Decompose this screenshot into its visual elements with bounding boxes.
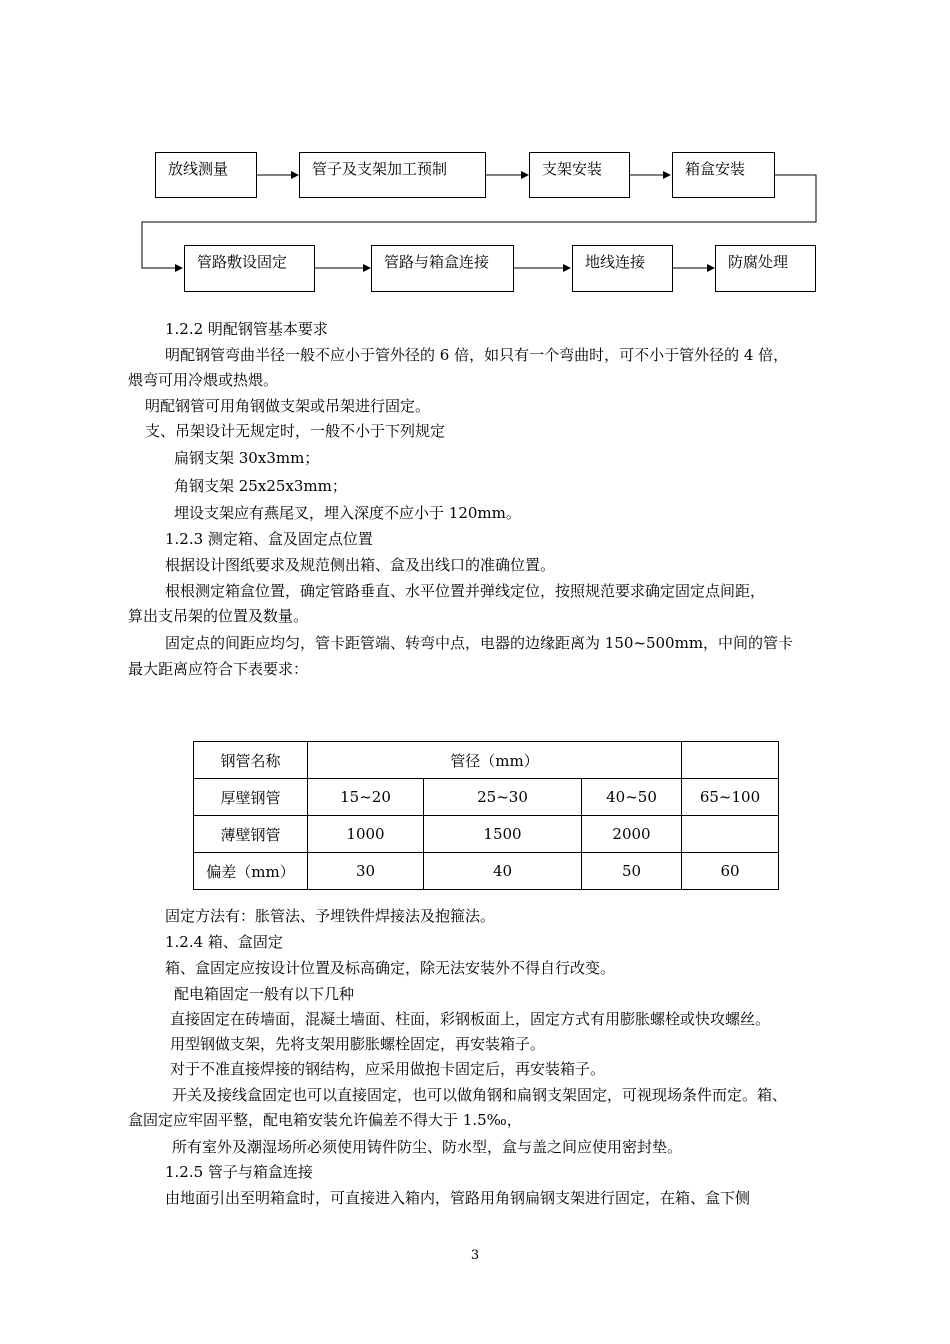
table-row bbox=[194, 779, 779, 816]
paragraph: 所有室外及潮湿场所必须使用铸件防尘、防水型，盒与盖之间应使用密封垫。 bbox=[172, 1138, 683, 1156]
table-row bbox=[194, 816, 779, 853]
section-heading-1-2-2: 1.2.2 明配钢管基本要求 bbox=[165, 320, 328, 338]
table-cell: 30 bbox=[308, 853, 424, 890]
paragraph: 由地面引出至明箱盒时，可直接进入箱内，管路用角钢扁钢支架进行固定，在箱、盒下侧 bbox=[165, 1189, 751, 1207]
flow-step-connect bbox=[371, 245, 514, 292]
table-header-cell bbox=[682, 742, 779, 779]
table-cell: 60 bbox=[682, 853, 779, 890]
paragraph: 埋设支架应有燕尾叉，埋入深度不应小于 120mm。 bbox=[174, 504, 521, 522]
table-row bbox=[194, 853, 779, 890]
table-header-cell: 管径（mm） bbox=[308, 742, 682, 779]
paragraph: 箱、盒固定应按设计位置及标高确定，除无法安装外不得自行改变。 bbox=[165, 959, 616, 977]
table-cell: 厚壁钢管 bbox=[194, 779, 308, 816]
paragraph: 明配钢管弯曲半径一般不应小于管外径的 6 倍，如只有一个弯曲时，可不小于管外径的 4 倍， bbox=[165, 346, 789, 364]
paragraph: 根据设计图纸要求及规范侧出箱、盒及出线口的准确位置。 bbox=[165, 556, 556, 574]
paragraph: 用型钢做支架，先将支架用膨胀螺栓固定，再安装箱子。 bbox=[170, 1035, 546, 1053]
flow-step-bracket bbox=[529, 152, 630, 198]
flow-step-label: 放线测量 bbox=[168, 160, 229, 178]
paragraph: 算出支吊架的位置及数量。 bbox=[128, 607, 309, 625]
table-cell: 薄壁钢管 bbox=[194, 816, 308, 853]
flow-step-label: 管子及支架加工预制 bbox=[312, 160, 448, 178]
paragraph: 明配钢管可用角钢做支架或吊架进行固定。 bbox=[145, 397, 431, 415]
paragraph: 开关及接线盒固定也可以直接固定，也可以做角钢和扁钢支架固定，可视现场条件而定。箱、 bbox=[172, 1086, 788, 1104]
flow-step-anticorrosion bbox=[715, 245, 816, 292]
pipe-spacing-table bbox=[193, 741, 779, 890]
table-cell: 40~50 bbox=[582, 779, 682, 816]
paragraph: 固定点的间距应均匀，管卡距管端、转弯中点，电器的边缘距离为 150~500mm，中间的管卡 bbox=[165, 634, 794, 652]
flow-step-label: 管路与箱盒连接 bbox=[384, 253, 490, 271]
paragraph: 直接固定在砖墙面，混凝土墙面、柱面，彩钢板面上，固定方式有用膨胀螺栓或快攻螺丝。 bbox=[170, 1010, 771, 1028]
paragraph: 根根测定箱盒位置，确定管路垂直、水平位置并弹线定位，按照规范要求确定固定点间距， bbox=[165, 582, 766, 600]
flow-step-label: 支架安装 bbox=[542, 160, 603, 178]
flow-step-label: 地线连接 bbox=[585, 253, 646, 271]
paragraph: 支、吊架设计无规定时，一般不小于下列规定 bbox=[145, 422, 446, 440]
paragraph: 角钢支架 25x25x3mm； bbox=[174, 477, 347, 495]
flow-step-label: 防腐处理 bbox=[728, 253, 789, 271]
paragraph: 配电箱固定一般有以下几种 bbox=[174, 985, 355, 1003]
section-heading-1-2-3: 1.2.3 测定箱、盒及固定点位置 bbox=[165, 530, 373, 548]
paragraph: 最大距离应符合下表要求： bbox=[128, 660, 309, 678]
flow-step-prefab bbox=[299, 152, 486, 198]
table-cell: 15~20 bbox=[308, 779, 424, 816]
flow-step-label: 管路敷设固定 bbox=[197, 253, 288, 271]
page-number: 3 bbox=[470, 1248, 480, 1263]
table-cell: 65~100 bbox=[682, 779, 779, 816]
table-cell: 1500 bbox=[424, 816, 582, 853]
paragraph: 煨弯可用冷煨或热煨。 bbox=[128, 371, 279, 389]
flow-step-laying bbox=[184, 245, 315, 292]
table-cell: 25~30 bbox=[424, 779, 582, 816]
paragraph: 对于不准直接焊接的钢结构，应采用做抱卡固定后，再安装箱子。 bbox=[170, 1060, 606, 1078]
table-cell: 偏差（mm） bbox=[194, 853, 308, 890]
paragraph: 扁钢支架 30x3mm； bbox=[174, 449, 320, 467]
table-cell: 40 bbox=[424, 853, 582, 890]
flow-step-ground bbox=[572, 245, 673, 292]
flow-step-survey bbox=[155, 152, 257, 198]
table-cell: 2000 bbox=[582, 816, 682, 853]
table-cell: 50 bbox=[582, 853, 682, 890]
section-heading-1-2-4: 1.2.4 箱、盒固定 bbox=[165, 933, 283, 951]
table-header-cell: 钢管名称 bbox=[194, 742, 308, 779]
section-heading-1-2-5: 1.2.5 管子与箱盒连接 bbox=[165, 1163, 313, 1181]
paragraph: 固定方法有：胀管法、予埋铁件焊接法及抱箍法。 bbox=[165, 907, 496, 925]
table-cell bbox=[682, 816, 779, 853]
flow-step-box-install bbox=[672, 152, 775, 198]
paragraph: 盒固定应牢固平整，配电箱安装允许偏差不得大于 1.5‰， bbox=[128, 1111, 522, 1129]
table-cell: 1000 bbox=[308, 816, 424, 853]
table-header-row bbox=[194, 742, 779, 779]
flow-step-label: 箱盒安装 bbox=[685, 160, 746, 178]
